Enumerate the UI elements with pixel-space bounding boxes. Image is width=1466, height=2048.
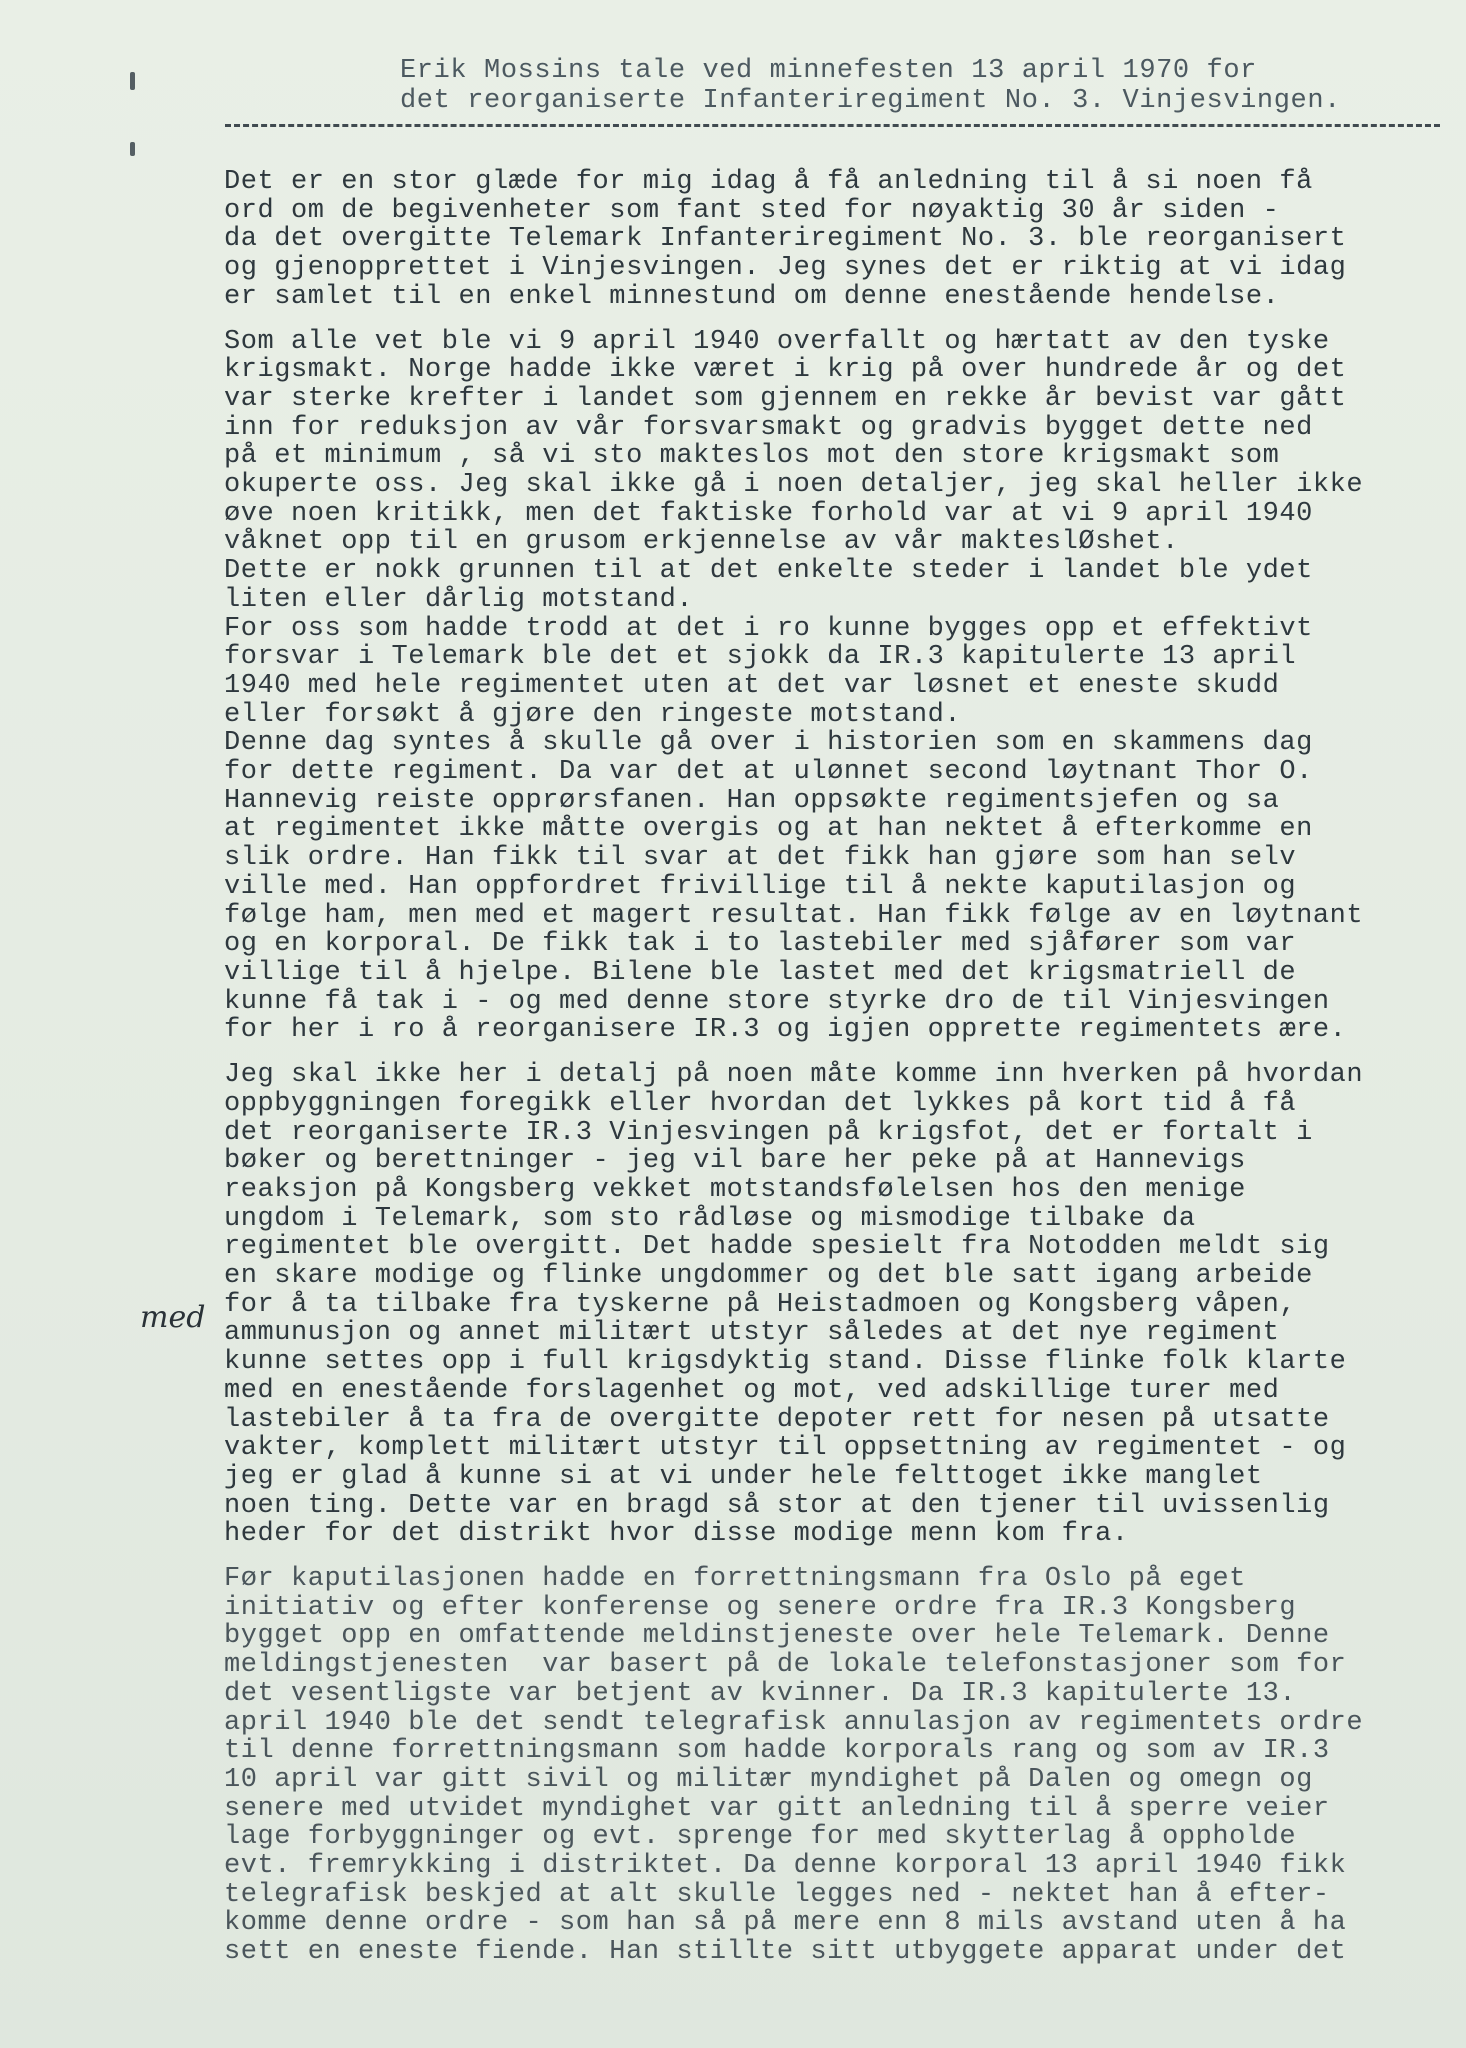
text-line: til denne forrettningsmann som hadde korporals rang og som av IR.3 — [224, 1736, 1330, 1767]
text-line: sett en eneste fiende. Han stillte sitt utbyggete apparat under det — [224, 1937, 1347, 1968]
text-line: Jeg skal ikke her i detalj på noen måte komme inn hverken på hvordan — [224, 1060, 1364, 1091]
text-line: lastebiler å ta fra de overgitte depoter rett for nesen på utsatte — [224, 1404, 1330, 1435]
text-line: okuperte oss. Jeg skal ikke gå i noen detaljer, jeg skal heller ikke — [224, 470, 1364, 501]
paragraph — [224, 1061, 1454, 1549]
margin-mark-top — [130, 72, 135, 90]
text-line: oppbyggningen foregikk eller hvordan det lykkes på kort tid å få — [224, 1088, 1297, 1119]
text-line: våknet opp til en grusom erkjennelse av vår makteslØshet. — [224, 527, 1179, 558]
text-line: For oss som hadde trodd at det i ro kunne bygges opp et effektivt — [224, 613, 1313, 644]
text-line: med en enestående forslagenhet og mot, ved adskillige turer med — [224, 1375, 1280, 1406]
text-line: eller forsøkt å gjøre den ringeste motstand. — [224, 699, 962, 730]
text-line: Denne dag syntes å skulle gå over i historien som en skammens dag — [224, 728, 1313, 759]
text-line: kunne settes opp i full krigsdyktig stand. Disse flinke folk klarte — [224, 1347, 1347, 1378]
document-title — [400, 56, 1341, 116]
text-line: en skare modige og flinke ungdommer og det ble satt igang arbeide — [224, 1261, 1313, 1292]
text-line: forsvar i Telemark ble det et sjokk da IR.3 kapitulerte 13 april — [224, 642, 1297, 673]
text-line: komme denne ordre - som han så på mere enn 8 mils avstand uten å ha — [224, 1908, 1347, 1939]
title-line-1: Erik Mossins tale ved minnefesten 13 april 1970 for — [400, 56, 1257, 86]
paragraph — [224, 168, 1454, 312]
text-line: reaksjon på Kongsberg vekket motstandsfølelsen hos den menige — [224, 1174, 1246, 1205]
text-line: heder for det distrikt hvor disse modige menn kom fra. — [224, 1519, 1129, 1550]
text-line: meldingstjenesten var basert på de lokale telefonstasjoner som for — [224, 1650, 1347, 1681]
text-line: ville med. Han oppfordret frivillige til å nekte kaputilasjon og — [224, 871, 1297, 902]
text-line: 1940 med hele regimentet uten at det var løsnet et eneste skudd — [224, 670, 1280, 701]
dashed-separator — [225, 124, 1440, 127]
text-line: følge ham, men med et magert resultat. Han fikk følge av en løytnant — [224, 900, 1364, 931]
text-line: det vesentligste var betjent av kvinner. Da IR.3 kapitulerte 13. — [224, 1678, 1297, 1709]
text-line: telegrafisk beskjed at alt skulle legges ned - nektet han å efter- — [224, 1879, 1330, 1910]
text-line: noen ting. Dette var en bragd så stor at den tjener til uvissenlig — [224, 1490, 1330, 1521]
text-line: jeg er glad å kunne si at vi under hele felttoget ikke manglet — [224, 1461, 1263, 1492]
text-line: Dette er nokk grunnen til at det enkelte steder i landet ble ydet — [224, 556, 1313, 587]
text-line: Som alle vet ble vi 9 april 1940 overfallt og hærtatt av den tyske — [224, 326, 1330, 357]
text-line: det reorganiserte IR.3 Vinjesvingen på krigsfot, det er fortalt i — [224, 1117, 1313, 1148]
text-line: ord om de begivenheter som fant sted for nøyaktig 30 år siden - — [224, 195, 1280, 226]
text-line: regimentet ble overgitt. Det hadde spesielt fra Notodden meldt sig — [224, 1232, 1330, 1263]
text-line: er samlet til en enkel minnestund om denne enestående hendelse. — [224, 281, 1280, 312]
text-line: Hannevig reiste opprørsfanen. Han oppsøkte regimentsjefen og sa — [224, 785, 1280, 816]
text-line: var sterke krefter i landet som gjennem en rekke år bevist var gått — [224, 383, 1347, 414]
text-line: bøker og berettninger - jeg vil bare her peke på at Hannevigs — [224, 1146, 1246, 1177]
text-line: kunne få tak i - og med denne store styrke dro de til Vinjesvingen — [224, 986, 1330, 1017]
text-line: villige til å hjelpe. Bilene ble lastet med det krigsmatriell de — [224, 957, 1297, 988]
text-line: vakter, komplett militært utstyr til oppsettning av regimentet - og — [224, 1433, 1347, 1464]
text-line: evt. fremrykking i distriktet. Da denne korporal 13 april 1940 fikk — [224, 1851, 1347, 1882]
text-line: for her i ro å reorganisere IR.3 og igjen opprette regimentets ære. — [224, 1015, 1347, 1046]
text-line: lage forbyggninger og evt. sprenge for med skytterlag å oppholde — [224, 1822, 1297, 1853]
paragraph — [224, 328, 1454, 1046]
text-line: senere med utvidet myndighet var gitt anledning til å sperre veier — [224, 1793, 1330, 1824]
title-line-2: det reorganiserte Infanteriregiment No. 3. Vinjesvingen. — [400, 86, 1341, 116]
text-line: på et minimum , så vi sto makteslos mot den store krigsmakt som — [224, 441, 1280, 472]
text-line: for dette regiment. Da var det at ulønnet second løytnant Thor O. — [224, 757, 1313, 788]
text-line: og en korporal. De fikk tak i to lastebiler med sjåfører som var — [224, 929, 1297, 960]
text-line: initiativ og efter konferense og senere ordre fra IR.3 Kongsberg — [224, 1592, 1297, 1623]
handwritten-margin-note: med — [140, 1300, 206, 1335]
text-line: da det overgitte Telemark Infanteriregiment No. 3. ble reorganisert — [224, 224, 1347, 255]
text-line: Før kaputilasjonen hadde en forrettningsmann fra Oslo på eget — [224, 1564, 1246, 1595]
text-line: inn for reduksjon av vår forsvarsmakt og gradvis bygget dette ned — [224, 412, 1313, 443]
text-line: for å ta tilbake fra tyskerne på Heistadmoen og Kongsberg våpen, — [224, 1289, 1297, 1320]
document-body — [224, 168, 1454, 1983]
text-line: krigsmakt. Norge hadde ikke været i krig på over hundrede år og det — [224, 355, 1347, 386]
text-line: slik ordre. Han fikk til svar at det fikk han gjøre som han selv — [224, 843, 1297, 874]
text-line: Det er en stor glæde for mig idag å få anledning til å si noen få — [224, 167, 1313, 197]
text-line: liten eller dårlig motstand. — [224, 584, 694, 615]
text-line: øve noen kritikk, men det faktiske forhold var at vi 9 april 1940 — [224, 498, 1313, 529]
paragraph — [224, 1565, 1454, 1967]
text-line: 10 april var gitt sivil og militær myndighet på Dalen og omegn og — [224, 1764, 1313, 1795]
margin-mark-lower — [130, 142, 135, 156]
text-line: ungdom i Telemark, som sto rådløse og mismodige tilbake da — [224, 1203, 1196, 1234]
text-line: april 1940 ble det sendt telegrafisk annulasjon av regimentets ordre — [224, 1707, 1364, 1738]
text-line: bygget opp en omfattende meldinstjeneste over hele Telemark. Denne — [224, 1621, 1330, 1652]
text-line: ammunusjon og annet militært utstyr således at det nye regiment — [224, 1318, 1280, 1349]
text-line: at regimentet ikke måtte overgis og at han nektet å efterkomme en — [224, 814, 1313, 845]
text-line: og gjenopprettet i Vinjesvingen. Jeg synes det er riktig at vi idag — [224, 253, 1347, 284]
